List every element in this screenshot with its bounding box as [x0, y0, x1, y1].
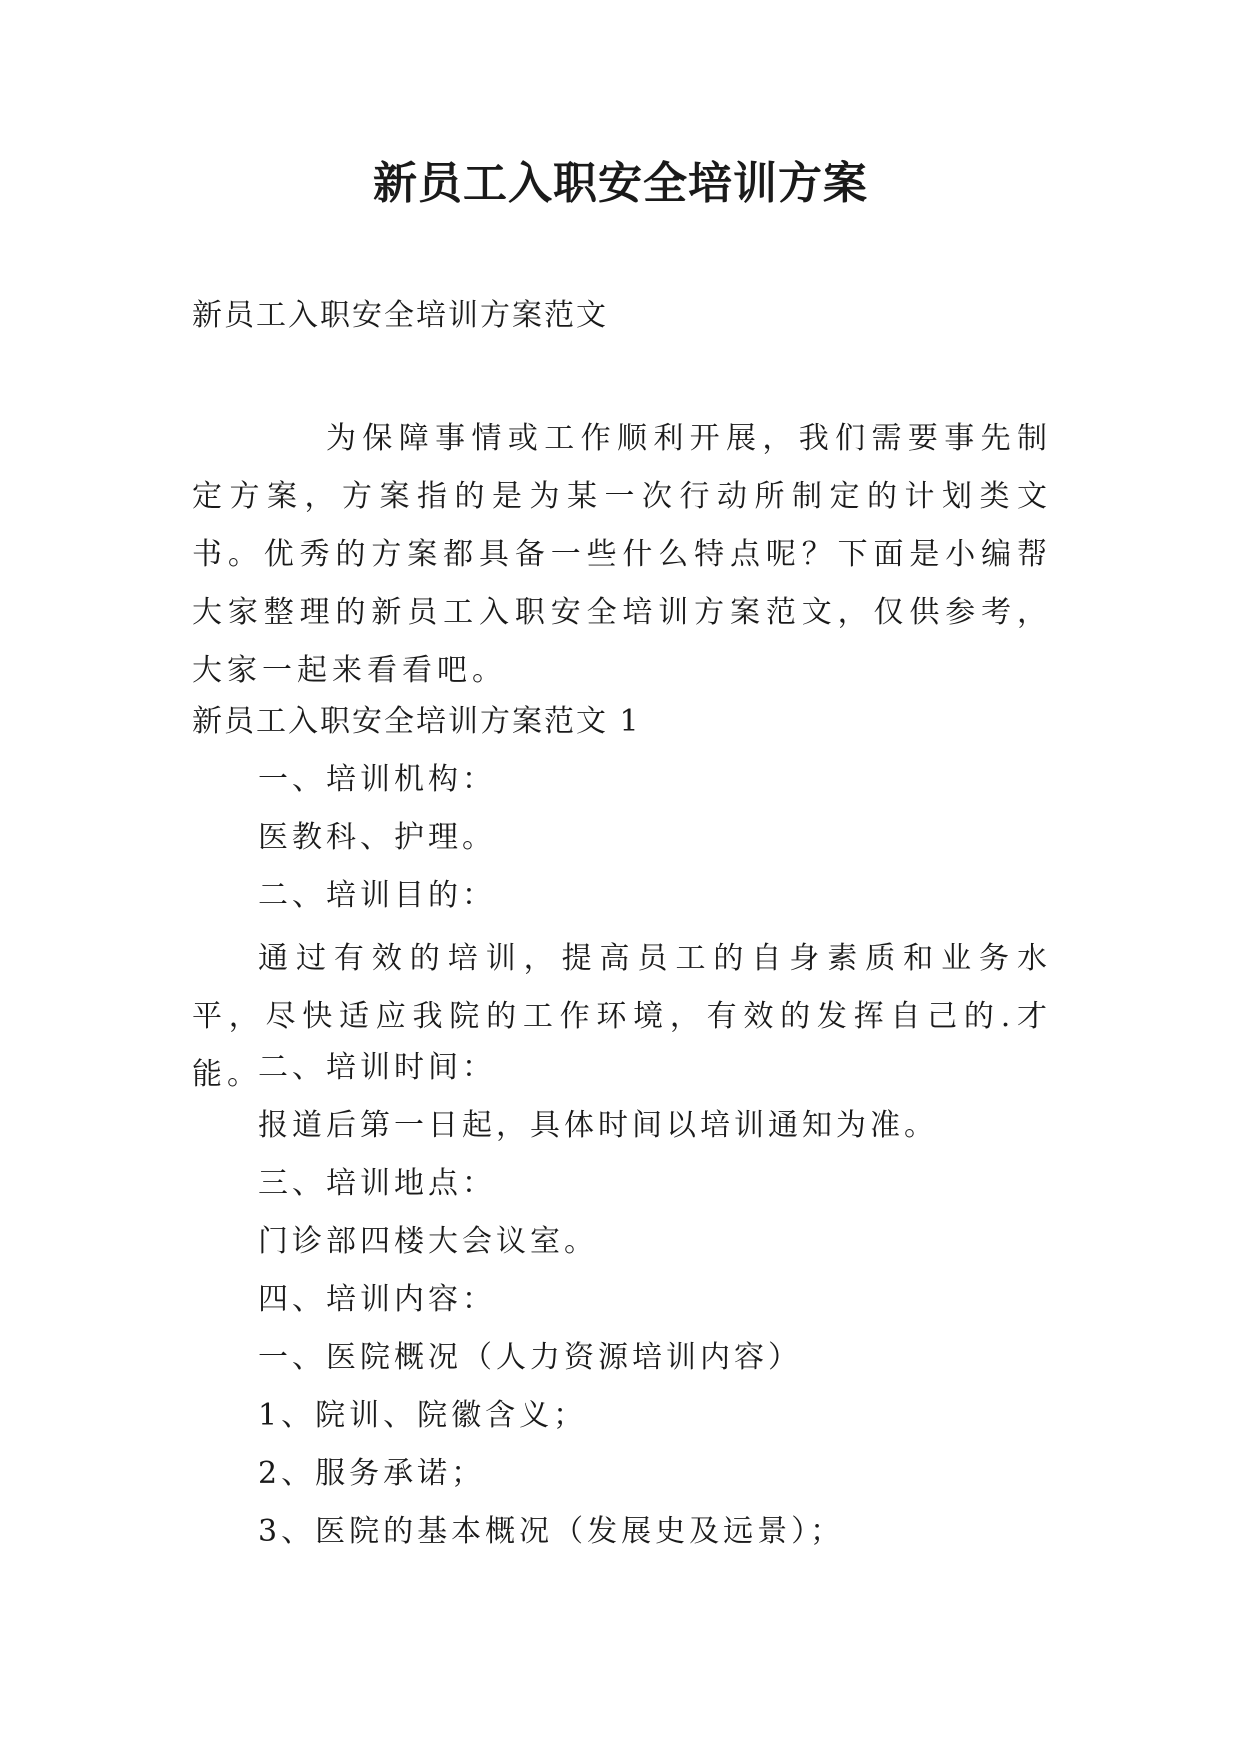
heading-training-time: 二、培训时间： — [258, 1050, 496, 1085]
list-item: 1、院训、院徽含义； — [258, 1398, 588, 1433]
text-training-time: 报道后第一日起，具体时间以培训通知为准。 — [258, 1108, 938, 1143]
section-heading: 新员工入职安全培训方案范文 1 — [192, 704, 641, 739]
text-training-org: 医教科、护理。 — [258, 820, 496, 855]
heading-training-content: 四、培训内容： — [258, 1282, 496, 1317]
heading-training-location: 三、培训地点： — [258, 1166, 496, 1201]
list-item: 3、医院的基本概况（发展史及远景）； — [258, 1514, 845, 1549]
document-subtitle: 新员工入职安全培训方案范文 — [192, 298, 608, 333]
heading-training-org: 一、培训机构： — [258, 762, 496, 797]
purpose-paragraph: 通过有效的培训，提高员工的自身素质和业务水平，尽快适应我院的工作环境，有效的发挥自己的.才能。 — [192, 941, 1052, 1092]
content-item-hospital-overview: 一、医院概况（人力资源培训内容） — [258, 1340, 802, 1375]
list-item: 2、服务承诺； — [258, 1456, 486, 1491]
intro-paragraph: 为保障事情或工作顺利开展，我们需要事先制定方案，方案指的是为某一次行动所制定的计划类文书。优秀的方案都具备一些什么特点呢？下面是小编帮大家整理的新员工入职安全培训方案范文，仅供参考，大家一起来看看吧。 — [192, 421, 1052, 688]
text-training-location: 门诊部四楼大会议室。 — [258, 1224, 598, 1259]
document-title: 新员工入职安全培训方案 — [373, 158, 868, 209]
heading-training-purpose: 二、培训目的： — [258, 878, 496, 913]
